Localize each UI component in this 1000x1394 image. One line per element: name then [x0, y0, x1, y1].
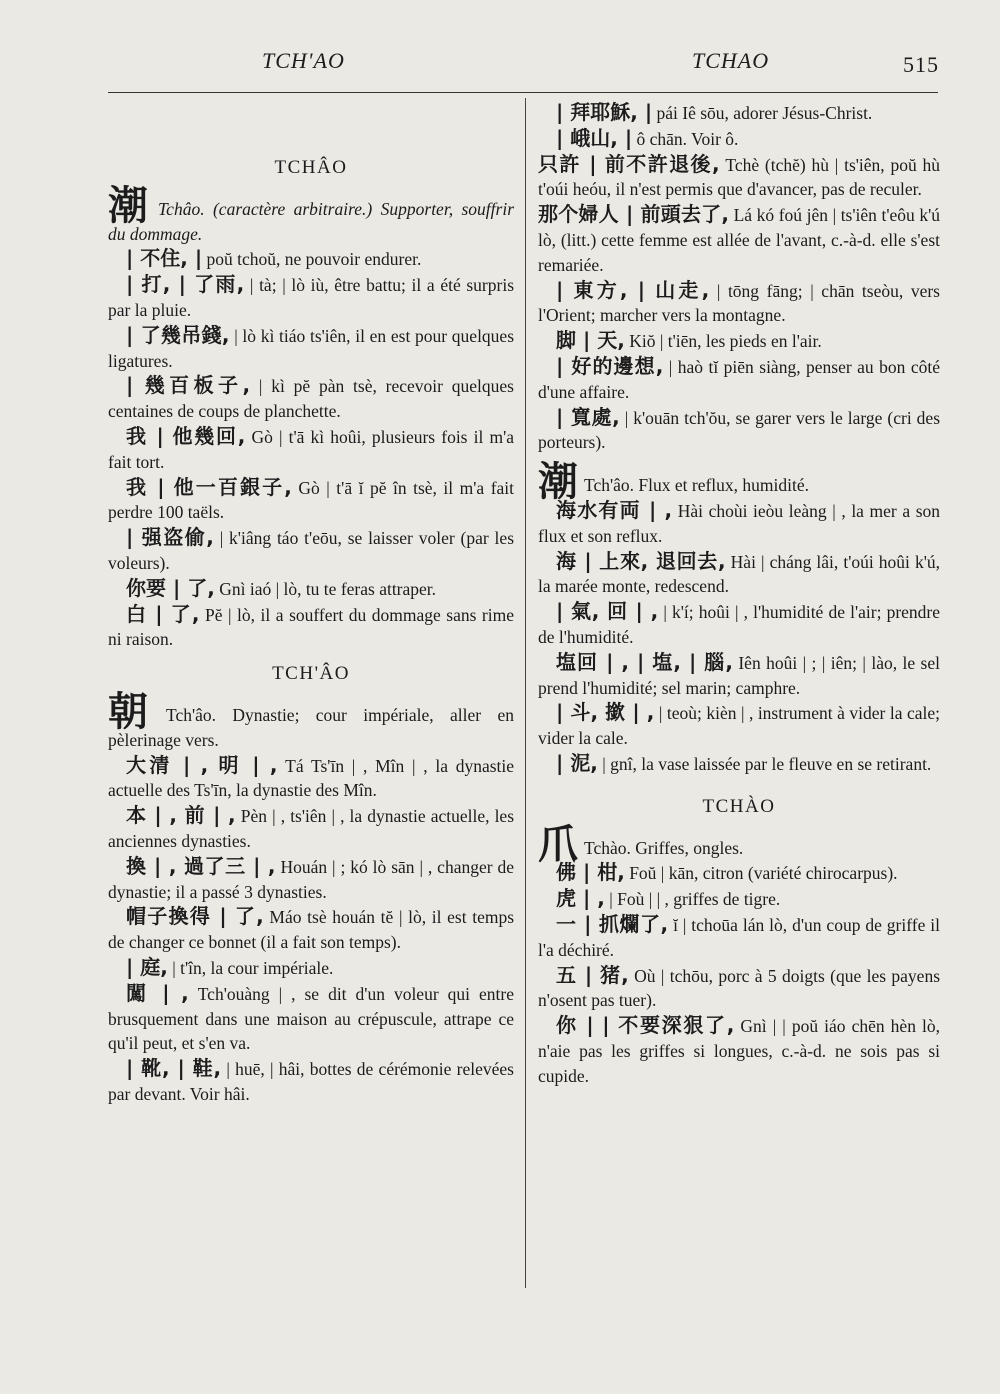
- entry-text: Tch'ouàng | , se dit d'un voleur qui entre brusquement dans une maison au crépuscule, attrape ce qu'il peut, et s'en va.: [108, 983, 514, 1054]
- entry-chinese: | 庭,: [126, 954, 168, 979]
- entry: [538, 963, 940, 1014]
- running-head-left: TCH'AO: [262, 48, 345, 73]
- entry-chinese: 你要 | 了,: [126, 575, 215, 600]
- entry: [108, 803, 514, 854]
- entry-chinese: 塩回 | , | 塩, | 腦,: [556, 649, 733, 674]
- entry-chinese: 我 | 他一百銀子,: [126, 474, 292, 499]
- section-heading-tchao: TCHÂO: [274, 157, 348, 178]
- entry: [538, 278, 940, 329]
- entry: [538, 100, 940, 126]
- entry: [108, 753, 514, 804]
- entry-text: Tchè (tchĕ) hù | ts'iên, poŭ hù t'oúi heóu, il n'est permis que d'avancer, pas de reculer.: [538, 154, 941, 200]
- entry-text: Máo tsè houán tĕ | lò, il est temps de changer ce bonnet (il a fait son temps).: [108, 907, 515, 953]
- headword-char: 爪: [538, 821, 578, 868]
- entry: [108, 981, 514, 1056]
- entry-chinese: | 氣, 回 | ,: [556, 599, 659, 624]
- entry: [108, 272, 514, 323]
- entry: [538, 700, 940, 751]
- page-number: 515: [903, 52, 939, 77]
- section-heading-tchao-grave: TCHÀO: [702, 795, 776, 817]
- entry-chinese: 脚 | 天,: [556, 328, 625, 353]
- entry-text: ĭ | tchoūa lán lò, d'un coup de griffe il l'a déchiré.: [538, 914, 941, 960]
- entry-chinese: 只許 | 前不許退後,: [538, 151, 720, 176]
- entry-text: ô chān. Voir ô.: [636, 128, 739, 149]
- entry-text: | tōng fāng; | chān tseòu, vers l'Orient; marcher vers la montagne.: [538, 280, 940, 326]
- entry: [108, 955, 514, 981]
- entry-headword: [538, 821, 940, 868]
- entry: [538, 549, 940, 600]
- entry-chinese: | 打, | 了雨,: [126, 272, 245, 297]
- entry-chinese: | 强盗偷,: [126, 525, 214, 550]
- entry-text: | k'iâng táo t'eōu, se laisser voler (par les voleurs).: [108, 528, 514, 573]
- entry-text: Gò | t'ā ĭ pĕ în tsè, il m'a fait perdre 100 taëls.: [108, 477, 515, 523]
- entry-chinese: | 拜耶穌, |: [556, 100, 653, 124]
- entry: [108, 525, 514, 576]
- entry-text: Pèn | , ts'iên | , la dynastie actuelle, les anciennes dynasties.: [108, 806, 515, 851]
- entry-text: | teoù; kièn | , instrument à vider la cale; vider la cale.: [538, 703, 941, 749]
- entry: [108, 904, 514, 955]
- entry: [538, 599, 940, 650]
- entry-text: pái Iê sōu, adorer Jésus-Christ.: [656, 103, 873, 123]
- headword-char: 朝: [108, 688, 160, 735]
- entry: [108, 246, 514, 272]
- entry-text: Tch'âo. Flux et reflux, humidité.: [584, 475, 810, 496]
- entry: [538, 912, 940, 963]
- entry-text: | gnî, la vase laissée par le fleuve en se retirant.: [602, 753, 932, 774]
- entry: [108, 373, 514, 424]
- headword-char: 潮: [538, 459, 578, 506]
- entry-chinese: 大清 | , 明 | ,: [126, 752, 278, 777]
- entry-headword: [108, 182, 514, 247]
- entry-chinese: | 寬處,: [556, 404, 620, 429]
- entry-headword: [108, 688, 514, 753]
- entry-text: | Foù | | , griffes de tigre.: [609, 889, 781, 910]
- entry-text: | tà; | lò iù, être battu; il a été surpris par la pluie.: [108, 275, 515, 320]
- left-column: [108, 100, 514, 1107]
- entry-chinese: | 斗, 撳 | ,: [556, 700, 655, 725]
- entry-chinese: 我 | 他幾回,: [126, 423, 246, 448]
- entry: [108, 854, 514, 905]
- entry-text: Pĕ | lò, il a souffert du dommage sans rime ni raison.: [108, 604, 515, 650]
- entry-text: | huē, | hâi, bottes de cérémonie relevées par devant. Voir hâi.: [108, 1059, 514, 1104]
- entry-text: Hài | cháng lâi, t'oúi hoûi k'ú, la marée monte, redescend.: [538, 551, 940, 597]
- entry: [538, 202, 940, 277]
- entry-chinese: | 峨山, |: [556, 125, 633, 150]
- entry-chinese: 一 | 抓爛了,: [556, 911, 669, 936]
- right-column: [538, 100, 940, 1088]
- entry: [538, 860, 940, 886]
- entry-text: Kiŏ | t'iēn, les pieds en l'air.: [629, 331, 822, 352]
- entry-text: | k'ouān tch'ŏu, se garer vers le large (cri des porteurs).: [538, 407, 941, 453]
- entry-headword: [538, 459, 940, 506]
- entry-text: Tchào. Griffes, ongles.: [584, 837, 744, 858]
- entry-text: | k'í; hoûi | , l'humidité de l'air; prendre de l'humidité.: [538, 602, 941, 647]
- entry-chinese: | 幾百板子,: [126, 373, 251, 398]
- entry-text: Tá Ts'īn | , Mîn | , la dynastie actuelle des Ts'īn, la dynastie des Mîn.: [108, 755, 515, 801]
- entry-text: | kì pĕ pàn tsè, recevoir quelques centaines de coups de planchette.: [108, 376, 514, 422]
- entry-text: | lò kì tiáo ts'iên, il en est pour quelques ligatures.: [108, 325, 515, 371]
- entry-text: Gnì | | poŭ iáo chēn hèn lò, n'aie pas les griffes si longues, c.-à-d. ne sois pas si cupide.: [538, 1016, 940, 1086]
- entry-text: Lá kó foú jên | ts'iên t'eôu k'ú lò, (litt.) cette femme est allée de l'avant, c.-à-d. elle s'est remariée.: [538, 205, 941, 275]
- section-heading-tchao-aspirated: TCH'ÂO: [272, 663, 350, 685]
- entry-text: Gnì iaó | lò, tu te feras attraper.: [219, 578, 437, 599]
- entry-text: Hài choùi iеòu leàng | , la mer a son flux et son reflux.: [538, 500, 941, 546]
- entry-chinese: | 東方, | 山走,: [556, 277, 710, 302]
- entry-chinese: 海 | 上來, 退回去,: [556, 548, 726, 573]
- entry-text: Tch'âo. Dynastie; cour impériale, aller en pèlerinage vers.: [108, 704, 514, 750]
- entry-text: Foŭ | kān, citron (variété chirocarpus).: [629, 863, 898, 884]
- entry: [538, 405, 940, 456]
- entry: [538, 498, 940, 549]
- entry-text: Houán | ; kó lò sān | , changer de dynastie; il a passé 3 dynasties.: [108, 856, 514, 902]
- entry-chinese: 換 | , 過了三 | ,: [126, 853, 276, 878]
- entry: [108, 323, 514, 374]
- entry: [538, 886, 940, 912]
- entry-text: | haò tĭ piēn siàng, penser au bon côté d'une affaire.: [538, 356, 941, 402]
- headword-char: 潮: [108, 182, 153, 229]
- running-head: [0, 48, 1000, 78]
- entry-text: Où | tchōu, porc à 5 doigts (que les payens n'osent pas tuer).: [538, 965, 941, 1011]
- entry-text: Tchâo. (caractère arbitraire.) Supporter, souffrir du dommage.: [108, 198, 514, 244]
- entry-chinese: | 了幾吊錢,: [126, 322, 230, 347]
- entry-text: | t'în, la cour impériale.: [172, 957, 334, 978]
- entry: [108, 1056, 514, 1107]
- entry: [538, 354, 940, 405]
- entry-chinese: | 靴, | 鞋,: [126, 1056, 222, 1081]
- entry-chinese: 虎 | ,: [556, 886, 605, 911]
- entry-text: poŭ tchoŭ, ne pouvoir endurer.: [206, 249, 422, 270]
- entry-text: Gò | t'ā kì hoûi, plusieurs fois il m'a fait tort.: [108, 426, 515, 472]
- entry: [538, 152, 940, 203]
- entry: [538, 751, 940, 777]
- entry-chinese: 海水有両 | ,: [556, 497, 673, 522]
- entry: [538, 1013, 940, 1088]
- entry: [108, 602, 514, 653]
- entry-chinese: 那个婦人 | 前頭去了,: [538, 202, 729, 227]
- entry: [108, 424, 514, 475]
- header-rule: [108, 92, 938, 93]
- entry-chinese: 五 | 猪,: [556, 962, 629, 987]
- entry: [108, 475, 514, 526]
- entry: [538, 126, 940, 152]
- entry: [538, 650, 940, 701]
- entry-chinese: | 好的邊想,: [556, 353, 664, 378]
- entry-chinese: 本 | , 前 | ,: [126, 803, 236, 828]
- entry-chinese: | 不住, |: [126, 246, 203, 271]
- entry-chinese: 你 | | 不要深狠了,: [556, 1013, 735, 1038]
- entry-chinese: 佛 | 柑,: [556, 860, 625, 885]
- entry: [108, 576, 514, 602]
- entry-chinese: | 泥,: [556, 750, 598, 775]
- entry-chinese: 帽子換得 | 了,: [126, 904, 264, 929]
- entry-chinese: 闖 | ,: [126, 980, 189, 1005]
- entry-chinese: 白 | 了,: [126, 601, 200, 626]
- running-head-center: TCHAO: [692, 48, 770, 73]
- entry-text: Iên hoûi | ; | iên; | lào, le sel prend l'humidité; sel marin; camphre.: [538, 652, 940, 698]
- column-divider: [525, 98, 526, 1288]
- entry: [538, 328, 940, 354]
